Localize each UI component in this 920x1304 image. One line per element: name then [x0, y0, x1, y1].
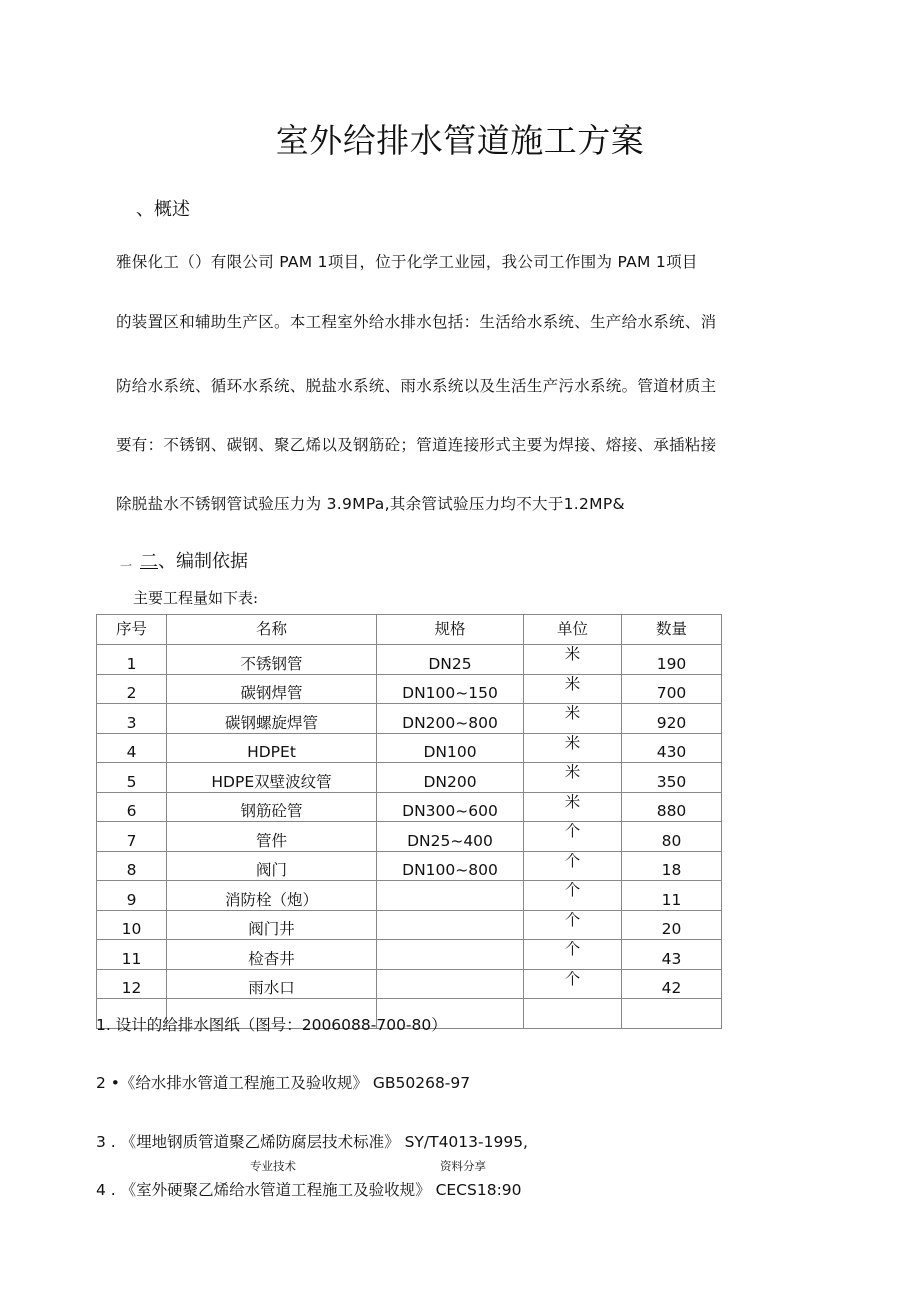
- cell-name: HDPE双壁波纹管: [167, 763, 377, 793]
- table-row: [97, 940, 722, 970]
- table-row: [97, 763, 722, 793]
- cell-spec: DN25: [377, 645, 524, 675]
- cell-quantity: 18: [622, 851, 722, 881]
- document-title: 室外给排水管道施工方案: [275, 121, 645, 160]
- paragraph-line: 除脱盐水不锈钢管试验压力为 3.9MPa,其余管试验压力均不大于1.2MP&: [116, 495, 625, 513]
- stray-mark: 一: [120, 559, 133, 573]
- cell-name: 阀门井: [167, 910, 377, 940]
- cell-spec: [377, 969, 524, 999]
- quantity-table: [96, 614, 722, 1029]
- table-row: [97, 851, 722, 881]
- header-unit: 单位: [524, 615, 622, 645]
- table-row: [97, 910, 722, 940]
- cell-name: 管件: [167, 822, 377, 852]
- cell-name: 阀门: [167, 851, 377, 881]
- cell-unit: [524, 999, 622, 1029]
- section-number: 二: [140, 551, 158, 572]
- reference-item: 1. 设计的给排水图纸（图号：2006088-700-80）: [96, 1016, 447, 1034]
- cell-unit: 米: [524, 645, 622, 675]
- reference-item: 3 . 《埋地钢质管道聚乙烯防腐层技术标准》 SY/T4013-1995,: [96, 1133, 528, 1151]
- cell-spec: [377, 910, 524, 940]
- cell-quantity: 880: [622, 792, 722, 822]
- cell-name: 碳钢螺旋焊管: [167, 704, 377, 734]
- cell-unit: 米: [524, 733, 622, 763]
- cell-index: 4: [97, 733, 167, 763]
- footer-left-text: 专业技术: [250, 1159, 296, 1173]
- cell-quantity: 430: [622, 733, 722, 763]
- table-row: [97, 969, 722, 999]
- cell-index: 3: [97, 704, 167, 734]
- cell-spec: DN300~600: [377, 792, 524, 822]
- table-row: [97, 881, 722, 911]
- cell-quantity: 190: [622, 645, 722, 675]
- cell-unit: 个: [524, 969, 622, 999]
- cell-index: 2: [97, 674, 167, 704]
- cell-index: 10: [97, 910, 167, 940]
- footer-right-text: 资料分享: [440, 1159, 486, 1173]
- cell-unit: 个: [524, 851, 622, 881]
- cell-unit: 个: [524, 881, 622, 911]
- cell-spec: DN200~800: [377, 704, 524, 734]
- cell-quantity: 80: [622, 822, 722, 852]
- paragraph-line: 雅保化工（）有限公司 PAM 1项目，位于化学工业园，我公司工作围为 PAM 1项目: [116, 253, 698, 271]
- cell-quantity: [622, 999, 722, 1029]
- cell-unit: 个: [524, 822, 622, 852]
- cell-index: 7: [97, 822, 167, 852]
- paragraph-line: 防给水系统、循环水系统、脱盐水系统、雨水系统以及生活生产污水系统。管道材质主: [116, 377, 717, 395]
- table-intro: 主要工程量如下表:: [133, 589, 259, 607]
- cell-name: 消防栓（炮）: [167, 881, 377, 911]
- header-index: 序号: [97, 615, 167, 645]
- paragraph-line: 的装置区和辅助生产区。本工程室外给水排水包括：生活给水系统、生产给水系统、消: [116, 313, 717, 331]
- header-name: 名称: [167, 615, 377, 645]
- cell-quantity: 920: [622, 704, 722, 734]
- table-row: [97, 733, 722, 763]
- cell-name: HDPEt: [167, 733, 377, 763]
- reference-item: 2 •《给水排水管道工程施工及验收规》 GB50268-97: [96, 1074, 471, 1092]
- reference-item: 4 . 《室外硬聚乙烯给水管道工程施工及验收规》 CECS18:90: [96, 1181, 522, 1199]
- header-quantity: 数量: [622, 615, 722, 645]
- cell-spec: [377, 881, 524, 911]
- table-row: [97, 645, 722, 675]
- cell-unit: 米: [524, 792, 622, 822]
- cell-quantity: 350: [622, 763, 722, 793]
- cell-spec: DN25~400: [377, 822, 524, 852]
- table-row: [97, 704, 722, 734]
- cell-quantity: 700: [622, 674, 722, 704]
- paragraph-line: 要有：不锈钢、碳钢、聚乙烯以及钢筋砼；管道连接形式主要为焊接、熔接、承插粘接: [116, 436, 717, 454]
- cell-index: 9: [97, 881, 167, 911]
- table-header-row: [97, 615, 722, 645]
- cell-quantity: 42: [622, 969, 722, 999]
- cell-name: 钢筋砼管: [167, 792, 377, 822]
- table-row: [97, 822, 722, 852]
- cell-spec: DN100~800: [377, 851, 524, 881]
- cell-name: 碳钢焊管: [167, 674, 377, 704]
- cell-quantity: 20: [622, 910, 722, 940]
- cell-index: 6: [97, 792, 167, 822]
- cell-spec: DN100: [377, 733, 524, 763]
- cell-index: 1: [97, 645, 167, 675]
- section-heading-basis: [140, 552, 248, 573]
- cell-unit: 个: [524, 940, 622, 970]
- section-heading-overview: 、概述: [136, 199, 190, 220]
- cell-index: 5: [97, 763, 167, 793]
- cell-index: 8: [97, 851, 167, 881]
- cell-unit: 米: [524, 674, 622, 704]
- cell-unit: 米: [524, 704, 622, 734]
- table-row: [97, 674, 722, 704]
- cell-quantity: 11: [622, 881, 722, 911]
- cell-spec: DN200: [377, 763, 524, 793]
- cell-quantity: 43: [622, 940, 722, 970]
- cell-unit: 米: [524, 763, 622, 793]
- cell-index: 12: [97, 969, 167, 999]
- table-row: [97, 792, 722, 822]
- cell-unit: 个: [524, 910, 622, 940]
- cell-name: 雨水口: [167, 969, 377, 999]
- cell-index: 11: [97, 940, 167, 970]
- cell-spec: DN100~150: [377, 674, 524, 704]
- section-heading-text: 、编制依据: [158, 551, 248, 572]
- header-spec: 规格: [377, 615, 524, 645]
- cell-name: 不锈钢管: [167, 645, 377, 675]
- cell-name: 检杳井: [167, 940, 377, 970]
- cell-spec: [377, 940, 524, 970]
